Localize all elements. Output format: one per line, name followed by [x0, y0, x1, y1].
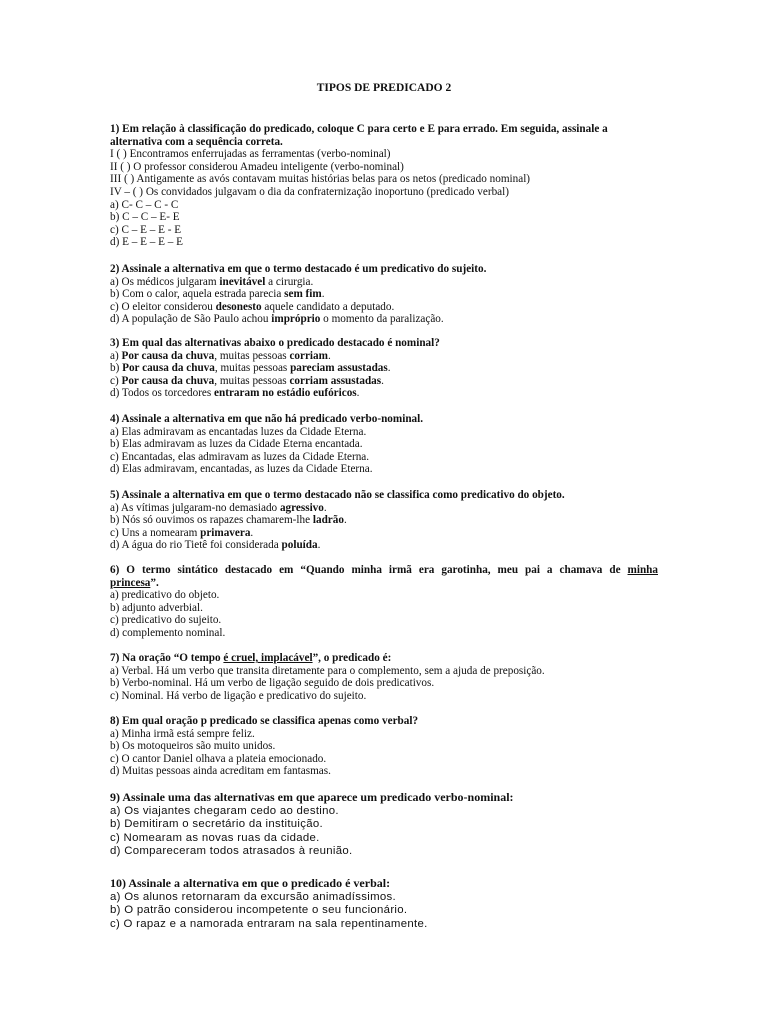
highlighted-term: Por causa da chuva — [121, 349, 215, 362]
underlined-term: minha — [627, 564, 658, 576]
answer-option: c) Encantadas, elas admiravam as luzes da Cidade Eterna. — [110, 450, 370, 463]
answer-option — [110, 502, 658, 515]
statement-item: I ( ) Encontramos enferrujadas as ferramentas (verbo-nominal) — [110, 148, 391, 161]
stem-text: 7) Na oração “O tempo — [110, 652, 224, 664]
option-text: . — [321, 288, 325, 301]
question-stem: 3) Em qual das alternativas abaixo o predicado destacado é nominal? — [110, 337, 440, 349]
option-text: c) Uns a nomearam — [110, 526, 201, 539]
highlighted-term: ladrão — [312, 514, 344, 527]
answer-option: d) Compareceram todos atrasados à reunião. — [110, 845, 353, 858]
answer-option — [110, 362, 658, 375]
highlighted-term: poluída — [281, 539, 318, 552]
answer-option: c) Nominal. Há verbo de ligação e predicativo do sujeito. — [110, 689, 367, 702]
statement-item: IV – ( ) Os convidados julgavam o dia da confraternização inoportuno (predicado verbal) — [110, 185, 509, 198]
option-text: a cirurgia. — [265, 275, 314, 288]
option-text: a) Os médicos julgaram — [110, 275, 220, 288]
highlighted-term: inevitável — [219, 275, 266, 288]
question-2 — [110, 263, 658, 326]
question-8 — [110, 715, 658, 778]
answer-option: a) Os viajantes chegaram cedo ao destino. — [110, 804, 339, 817]
highlighted-term: pareciam assustadas — [290, 362, 388, 375]
highlighted-term: impróprio — [271, 313, 321, 326]
question-7 — [110, 652, 658, 702]
answer-option: c) O cantor Daniel olhava a plateia emocionado. — [110, 752, 327, 765]
option-text: , muitas pessoas — [214, 362, 291, 375]
answer-option — [110, 539, 658, 552]
option-text: c) O eleitor considerou — [110, 300, 216, 313]
option-text: . — [317, 539, 321, 552]
stem-text: 6) O termo sintático destacado em “Quando minha irmã era garotinha, meu pai a chamava de — [110, 564, 628, 576]
answer-option — [110, 350, 658, 363]
question-stem: 8) Em qual oração p predicado se classifica apenas como verbal? — [110, 715, 419, 727]
answer-option — [110, 387, 658, 400]
answer-option: b) Demitiram o secretário da instituição. — [110, 818, 323, 831]
question-stem — [110, 652, 658, 665]
answer-option: a) predicativo do objeto. — [110, 589, 220, 602]
underlined-term: princesa — [110, 576, 151, 589]
answer-option: c) predicativo do sujeito. — [110, 614, 222, 627]
option-text: c) — [110, 374, 122, 387]
option-text: a) — [110, 349, 122, 362]
stem-text: ”, o predicado é: — [312, 652, 392, 664]
highlighted-term: agressivo — [279, 501, 324, 514]
question-stem: 10) Assinale a alternativa em que o predicado é verbal: — [110, 876, 391, 890]
highlighted-term: sem fim — [284, 288, 322, 301]
answer-option — [110, 375, 658, 388]
highlighted-term: corriam — [289, 349, 328, 362]
question-4 — [110, 413, 658, 476]
option-text: o momento da paralização. — [320, 313, 444, 326]
option-text: d) A população de São Paulo achou — [110, 313, 272, 326]
option-text: , muitas pessoas — [214, 349, 290, 362]
option-text: . — [250, 526, 254, 539]
answer-option: b) C – C – E- E — [110, 211, 180, 224]
question-stem: 5) Assinale a alternativa em que o termo destacado não se classifica como predicativo do objeto. — [110, 489, 565, 501]
question-stem: 1) Em relação à classificação do predicado, coloque C para certo e E para errado. Em seguida, assinale a — [110, 123, 608, 135]
answer-option: b) O patrão considerou incompetente o seu funcionário. — [110, 904, 408, 917]
answer-option — [110, 313, 658, 326]
page-title: TIPOS DE PREDICADO 2 — [316, 82, 452, 94]
answer-option — [110, 527, 658, 540]
highlighted-term: primavera — [200, 526, 251, 539]
option-text: . — [343, 514, 347, 527]
answer-option: b) Os motoqueiros são muito unidos. — [110, 740, 276, 753]
question-stem — [110, 564, 658, 577]
option-text: . — [323, 501, 327, 514]
answer-option: a) Verbal. Há um verbo que transita diretamente para o complemento, sem a ajuda de preposição. — [110, 664, 545, 677]
answer-option: c) O rapaz e a namorada entraram na sala repentinamente. — [110, 917, 428, 930]
option-text: b) — [110, 362, 123, 375]
option-text: , muitas pessoas — [214, 374, 290, 387]
answer-option: a) Elas admiravam as encantadas luzes da Cidade Eterna. — [110, 425, 367, 438]
question-5 — [110, 489, 658, 552]
question-6 — [110, 564, 658, 640]
option-text: . — [356, 387, 360, 400]
highlighted-term: Por causa da chuva — [121, 374, 215, 387]
underlined-term: é cruel, implacável — [223, 652, 313, 664]
question-9 — [110, 791, 658, 859]
question-stem: 4) Assinale a alternativa em que não há predicado verbo-nominal. — [110, 413, 424, 425]
answer-option: b) Elas admiravam as luzes da Cidade Eterna encantada. — [110, 438, 363, 451]
option-text: b) Nós só ouvimos os rapazes chamarem-lhe — [110, 514, 313, 527]
answer-option: a) Minha irmã está sempre feliz. — [110, 727, 255, 740]
option-text: a) As vítimas julgaram-no demasiado — [110, 501, 280, 514]
option-text: . — [327, 349, 331, 362]
highlighted-term: Por causa da chuva — [122, 362, 215, 375]
stem-text: ”. — [150, 576, 159, 589]
answer-option: c) C – E – E - E — [110, 223, 182, 236]
answer-option: a) C- C – C - C — [110, 198, 179, 211]
option-text: d) Todos os torcedores — [110, 387, 215, 400]
option-text: d) A água do rio Tietê foi considerada — [110, 539, 282, 552]
statement-item: III ( ) Antigamente as avós contavam muitas histórias belas para os netos (predicado nominal) — [110, 173, 531, 186]
answer-option: b) Verbo-nominal. Há um verbo de ligação seguido de dois predicativos. — [110, 677, 435, 690]
option-text: . — [381, 374, 384, 387]
question-3 — [110, 337, 658, 400]
answer-option — [110, 301, 658, 314]
question-stem-cont — [110, 577, 658, 590]
answer-option: d) Muitas pessoas ainda acreditam em fantasmas. — [110, 765, 331, 778]
answer-option: d) Elas admiravam, encantadas, as luzes da Cidade Eterna. — [110, 463, 373, 476]
statement-item: II ( ) O professor considerou Amadeu inteligente (verbo-nominal) — [110, 160, 404, 173]
highlighted-term: entraram no estádio eufóricos — [214, 387, 357, 400]
question-stem-cont: alternativa com a sequência correta. — [110, 135, 283, 148]
option-text: b) Com o calor, aquela estrada parecia — [110, 288, 285, 301]
answer-option: a) Os alunos retornaram da excursão animadíssimos. — [110, 890, 396, 903]
option-text: . — [387, 362, 391, 375]
answer-option: d) complemento nominal. — [110, 626, 226, 639]
highlighted-term: corriam assustadas — [289, 374, 382, 387]
highlighted-term: desonesto — [215, 300, 262, 313]
answer-option — [110, 288, 658, 301]
answer-option: b) adjunto adverbial. — [110, 601, 203, 614]
question-stem: 2) Assinale a alternativa em que o termo destacado é um predicativo do sujeito. — [110, 263, 487, 275]
question-1 — [110, 123, 658, 249]
answer-option: c) Nomearam as novas ruas da cidade. — [110, 831, 320, 844]
option-text: aquele candidato a deputado. — [261, 300, 395, 313]
answer-option — [110, 514, 658, 527]
answer-option — [110, 276, 658, 289]
answer-option: d) E – E – E – E — [110, 236, 184, 249]
question-stem: 9) Assinale uma das alternativas em que aparece um predicado verbo-nominal: — [110, 790, 514, 804]
question-10 — [110, 877, 658, 931]
